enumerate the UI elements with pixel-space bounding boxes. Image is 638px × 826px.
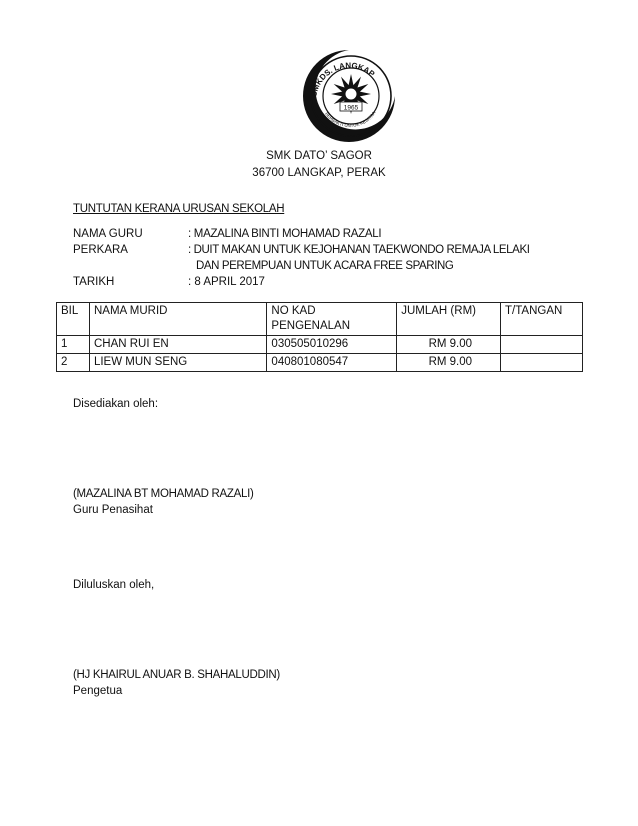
- cell-tandatangan: [501, 336, 583, 354]
- crest-year: 1965: [343, 104, 359, 112]
- header-bil: BIL: [57, 303, 90, 336]
- guru-value: : MAZALINA BINTI MOHAMAD RAZALI: [188, 228, 382, 240]
- approved-by-name: (HJ KHAIRUL ANUAR B. SHAHALUDDIN): [73, 669, 280, 681]
- cell-bil: 1: [57, 336, 90, 354]
- perkara-value-line1: : DUIT MAKAN UNTUK KEJOHANAN TAEKWONDO REMAJA LELAKI: [188, 244, 530, 256]
- header-nama-murid: NAMA MURID: [89, 303, 266, 336]
- document-title: TUNTUTAN KERANA URUSAN SEKOLAH: [73, 203, 285, 215]
- tarikh-value: : 8 APRIL 2017: [188, 276, 265, 288]
- crest-motto: BERBAKTI UNTUK KEJAYAA: [324, 110, 377, 129]
- claims-table: [56, 302, 583, 372]
- cell-kad: 040801080547: [267, 354, 397, 372]
- table-row: [57, 354, 583, 372]
- perkara-label: PERKARA: [73, 244, 128, 256]
- table-header-row: [57, 303, 583, 336]
- header-no-kad: [267, 303, 397, 336]
- school-crest-icon: [296, 46, 402, 146]
- cell-kad: 030505010296: [267, 336, 397, 354]
- perkara-value-line2: DAN PEREMPUAN UNTUK ACARA FREE SPARING: [196, 260, 454, 272]
- header-no-kad-line2: PENGENALAN: [271, 320, 351, 332]
- cell-nama: CHAN RUI EN: [89, 336, 266, 354]
- cell-tandatangan: [501, 354, 583, 372]
- crest-ring-text: SMKDS. LANGKAP: [309, 60, 377, 98]
- tarikh-label: TARIKH: [73, 276, 115, 288]
- header-no-kad-line1: NO KAD: [271, 305, 316, 317]
- school-address: 36700 LANGKAP, PERAK: [252, 167, 386, 179]
- cell-nama: LIEW MUN SENG: [89, 354, 266, 372]
- header-tandatangan: T/TANGAN: [501, 303, 583, 336]
- header-jumlah: JUMLAH (RM): [397, 303, 501, 336]
- school-name: SMK DATO’ SAGOR: [266, 150, 372, 162]
- prepared-by-name: (MAZALINA BT MOHAMAD RAZALI): [73, 488, 254, 500]
- table-row: [57, 336, 583, 354]
- approved-by-role: Pengetua: [73, 685, 123, 697]
- approved-by-label: Diluluskan oleh,: [73, 579, 155, 591]
- prepared-by-role: Guru Penasihat: [73, 504, 153, 516]
- guru-label: NAMA GURU: [73, 228, 143, 240]
- cell-jumlah: RM 9.00: [397, 336, 501, 354]
- cell-jumlah: RM 9.00: [397, 354, 501, 372]
- cell-bil: 2: [57, 354, 90, 372]
- prepared-by-label: Disediakan oleh:: [73, 398, 159, 410]
